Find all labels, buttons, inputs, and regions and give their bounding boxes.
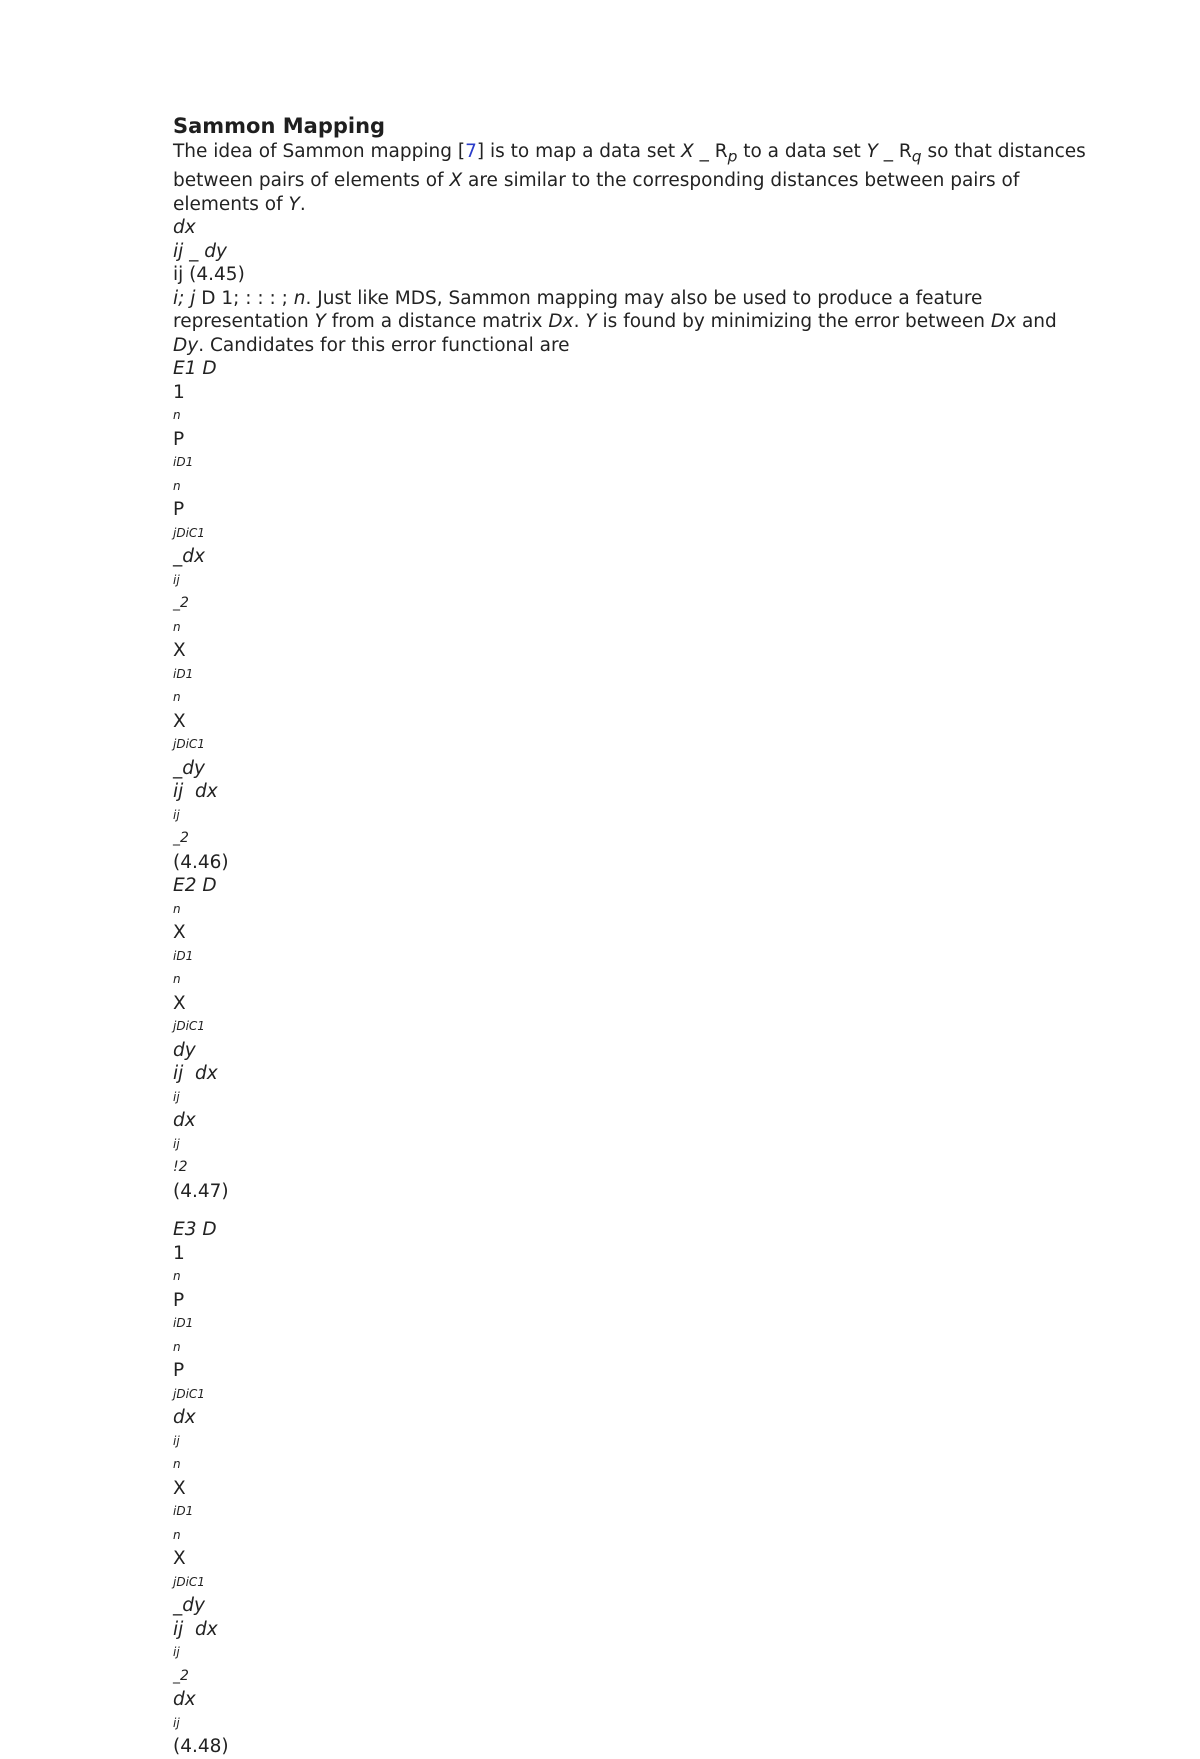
equation-4-45 <box>173 216 1093 287</box>
equation-line <box>173 592 1093 616</box>
equation-line <box>173 1477 1093 1501</box>
equation-token: jDiC1 <box>173 1574 205 1589</box>
equation-line <box>173 1641 1093 1665</box>
equation-line <box>173 663 1093 687</box>
intro-text: are similar to the corresponding distances between pairs of elements of <box>173 170 1020 215</box>
equation-token: dx <box>173 1407 196 1429</box>
intro-text: to a data set <box>737 141 867 162</box>
body-text: . <box>573 311 586 333</box>
equation-token: ij <box>173 1433 180 1448</box>
equation-token: (4.47) <box>173 1180 229 1202</box>
equation-line <box>173 1406 1093 1430</box>
math-symbol: Dx <box>990 311 1017 333</box>
equation-token: P <box>173 499 185 521</box>
equation-line <box>173 522 1093 546</box>
spacer <box>173 1203 1093 1218</box>
equation-token: jDiC1 <box>173 525 205 540</box>
equation-line <box>173 945 1093 969</box>
equation-token: ij (4.45) <box>173 264 245 286</box>
equation-line <box>173 1015 1093 1039</box>
intro-text: _ R <box>693 141 728 162</box>
equation-line <box>173 1180 1093 1204</box>
equation-line <box>173 992 1093 1016</box>
equation-token: _dy <box>173 757 205 779</box>
equation-token: X <box>173 1477 186 1499</box>
equation-line <box>173 1383 1093 1407</box>
equation-token: ij dx <box>173 1618 218 1640</box>
equation-token: n <box>173 901 181 916</box>
equation-token: ij <box>173 1089 180 1104</box>
equation-line <box>173 1289 1093 1313</box>
equation-token: jDiC1 <box>173 737 205 752</box>
equation-line <box>173 757 1093 781</box>
equation-line <box>173 898 1093 922</box>
equation-token: iD1 <box>173 948 194 963</box>
equation-line <box>173 569 1093 593</box>
equation-line <box>173 780 1093 804</box>
equation-token: iD1 <box>173 666 194 681</box>
equation-line <box>173 1594 1093 1618</box>
equation-token: ij <box>173 1136 180 1151</box>
equation-line <box>173 1218 1093 1242</box>
equation-token: X <box>173 1548 186 1570</box>
math-symbol: X <box>449 170 463 192</box>
math-symbol: X <box>681 141 694 162</box>
equation-token: dy <box>173 1039 196 1061</box>
equation-token: X <box>173 640 186 662</box>
body-text: and <box>1016 311 1057 333</box>
intro-text: ] is to map a data set <box>476 141 681 162</box>
equation-4-48 <box>173 1218 1093 1759</box>
math-symbol: Y <box>288 193 300 215</box>
equation-line <box>173 874 1093 898</box>
equation-token: dx <box>173 217 196 239</box>
equation-line <box>173 1524 1093 1548</box>
equation-line <box>173 1242 1093 1266</box>
equation-token: n <box>173 1457 181 1472</box>
math-subscript: q <box>911 147 922 166</box>
equation-token: P <box>173 1289 185 1311</box>
math-symbol: Y <box>585 311 597 333</box>
equation-line <box>173 1086 1093 1110</box>
equation-token: n <box>173 1527 181 1542</box>
equation-token: _dy <box>173 1595 205 1617</box>
equation-line <box>173 1500 1093 1524</box>
equation-line <box>173 733 1093 757</box>
equation-line <box>173 1430 1093 1454</box>
equation-token: _2 <box>173 830 189 847</box>
equation-line <box>173 1156 1093 1180</box>
equation-line <box>173 968 1093 992</box>
body-text: . Just like MDS, Sammon mapping may also be used to produce a feature representation <box>173 287 983 333</box>
equation-token: E2 D <box>173 875 217 897</box>
equation-line <box>173 1109 1093 1133</box>
equation-token: n <box>173 619 181 634</box>
equation-line <box>173 639 1093 663</box>
equation-line <box>173 545 1093 569</box>
intro-text: The idea of Sammon mapping [ <box>173 141 466 162</box>
body-text: . Candidates for this error functional are <box>198 334 570 356</box>
equation-line <box>173 498 1093 522</box>
equation-line <box>173 1133 1093 1157</box>
equation-token: iD1 <box>173 1504 194 1519</box>
equation-line <box>173 428 1093 452</box>
equation-token: n <box>173 1269 181 1284</box>
equation-4-47 <box>173 874 1093 1203</box>
equation-line <box>173 1062 1093 1086</box>
equation-token: X <box>173 992 186 1014</box>
citation-link[interactable]: 7 <box>465 141 477 162</box>
math-subscript: p <box>727 147 738 166</box>
equation-token: n <box>173 690 181 705</box>
math-symbol: i; j <box>173 287 196 309</box>
equation-line <box>173 1359 1093 1383</box>
math-symbol: n <box>293 287 306 309</box>
section-title: Sammon Mapping <box>173 114 386 138</box>
equation-line <box>173 851 1093 875</box>
body-text: from a distance matrix <box>325 311 549 333</box>
equation-token: iD1 <box>173 455 194 470</box>
intro-paragraph <box>173 140 1093 216</box>
body-paragraph <box>173 287 1093 358</box>
equation-token: n <box>173 972 181 987</box>
equation-token: (4.48) <box>173 1736 229 1758</box>
equation-line <box>173 1618 1093 1642</box>
equation-line <box>173 1712 1093 1736</box>
equation-token: n <box>173 408 181 423</box>
equation-token: ij _ dy <box>173 240 227 262</box>
equation-line <box>173 1665 1093 1689</box>
equation-token: X <box>173 710 186 732</box>
equation-line <box>173 1571 1093 1595</box>
equation-token: P <box>173 1360 185 1382</box>
equation-token: dx <box>173 1110 196 1132</box>
equation-line <box>173 216 1093 240</box>
equation-line <box>173 921 1093 945</box>
equation-line <box>173 381 1093 405</box>
equation-line <box>173 1039 1093 1063</box>
equation-line <box>173 616 1093 640</box>
equation-token: ij <box>173 572 180 587</box>
equation-token: (4.46) <box>173 851 229 873</box>
equation-token: ij dx <box>173 781 218 803</box>
document-page <box>173 113 1093 1759</box>
intro-text: . <box>299 193 306 215</box>
equation-line <box>173 827 1093 851</box>
body-text: is found by minimizing the error between <box>596 311 991 333</box>
equation-token: jDiC1 <box>173 1019 205 1034</box>
equation-line <box>173 240 1093 264</box>
equation-line <box>173 404 1093 428</box>
equation-token: _2 <box>173 1667 189 1684</box>
equation-token: ij <box>173 1715 180 1730</box>
equation-token: X <box>173 922 186 944</box>
math-symbol: Y <box>866 141 878 162</box>
equation-line <box>173 1688 1093 1712</box>
equation-token: jDiC1 <box>173 1386 205 1401</box>
equation-token: _dx <box>173 546 205 568</box>
equation-line <box>173 1453 1093 1477</box>
equation-token: 1 <box>173 1242 185 1264</box>
equation-line <box>173 475 1093 499</box>
equation-token: ij dx <box>173 1063 218 1085</box>
equation-4-46 <box>173 357 1093 874</box>
math-symbol: Dy <box>173 334 199 356</box>
math-symbol: Dx <box>548 311 574 333</box>
equation-token: iD1 <box>173 1316 194 1331</box>
equation-line <box>173 710 1093 734</box>
equation-token: 1 <box>173 381 185 403</box>
equation-line <box>173 451 1093 475</box>
equation-line <box>173 1312 1093 1336</box>
equation-line <box>173 357 1093 381</box>
body-text: D 1; : : : ; <box>195 287 294 309</box>
equation-line <box>173 1265 1093 1289</box>
equation-line <box>173 804 1093 828</box>
equation-token: E1 D <box>173 358 217 380</box>
equation-line <box>173 1336 1093 1360</box>
equation-token: P <box>173 428 185 450</box>
equation-token: dx <box>173 1689 196 1711</box>
intro-text: _ R <box>877 141 912 162</box>
equation-line <box>173 1547 1093 1571</box>
equation-token: n <box>173 478 181 493</box>
equation-token: !2 <box>173 1159 188 1176</box>
equation-line <box>173 263 1093 287</box>
equation-line <box>173 1735 1093 1759</box>
math-symbol: Y <box>314 311 326 333</box>
intro-text: so that distances between pairs of elements of <box>173 141 1086 192</box>
equation-token: n <box>173 1339 181 1354</box>
equation-token: _2 <box>173 595 189 612</box>
equation-token: ij <box>173 1645 180 1660</box>
equation-line <box>173 686 1093 710</box>
equation-token: E3 D <box>173 1219 217 1241</box>
equation-token: ij <box>173 807 180 822</box>
